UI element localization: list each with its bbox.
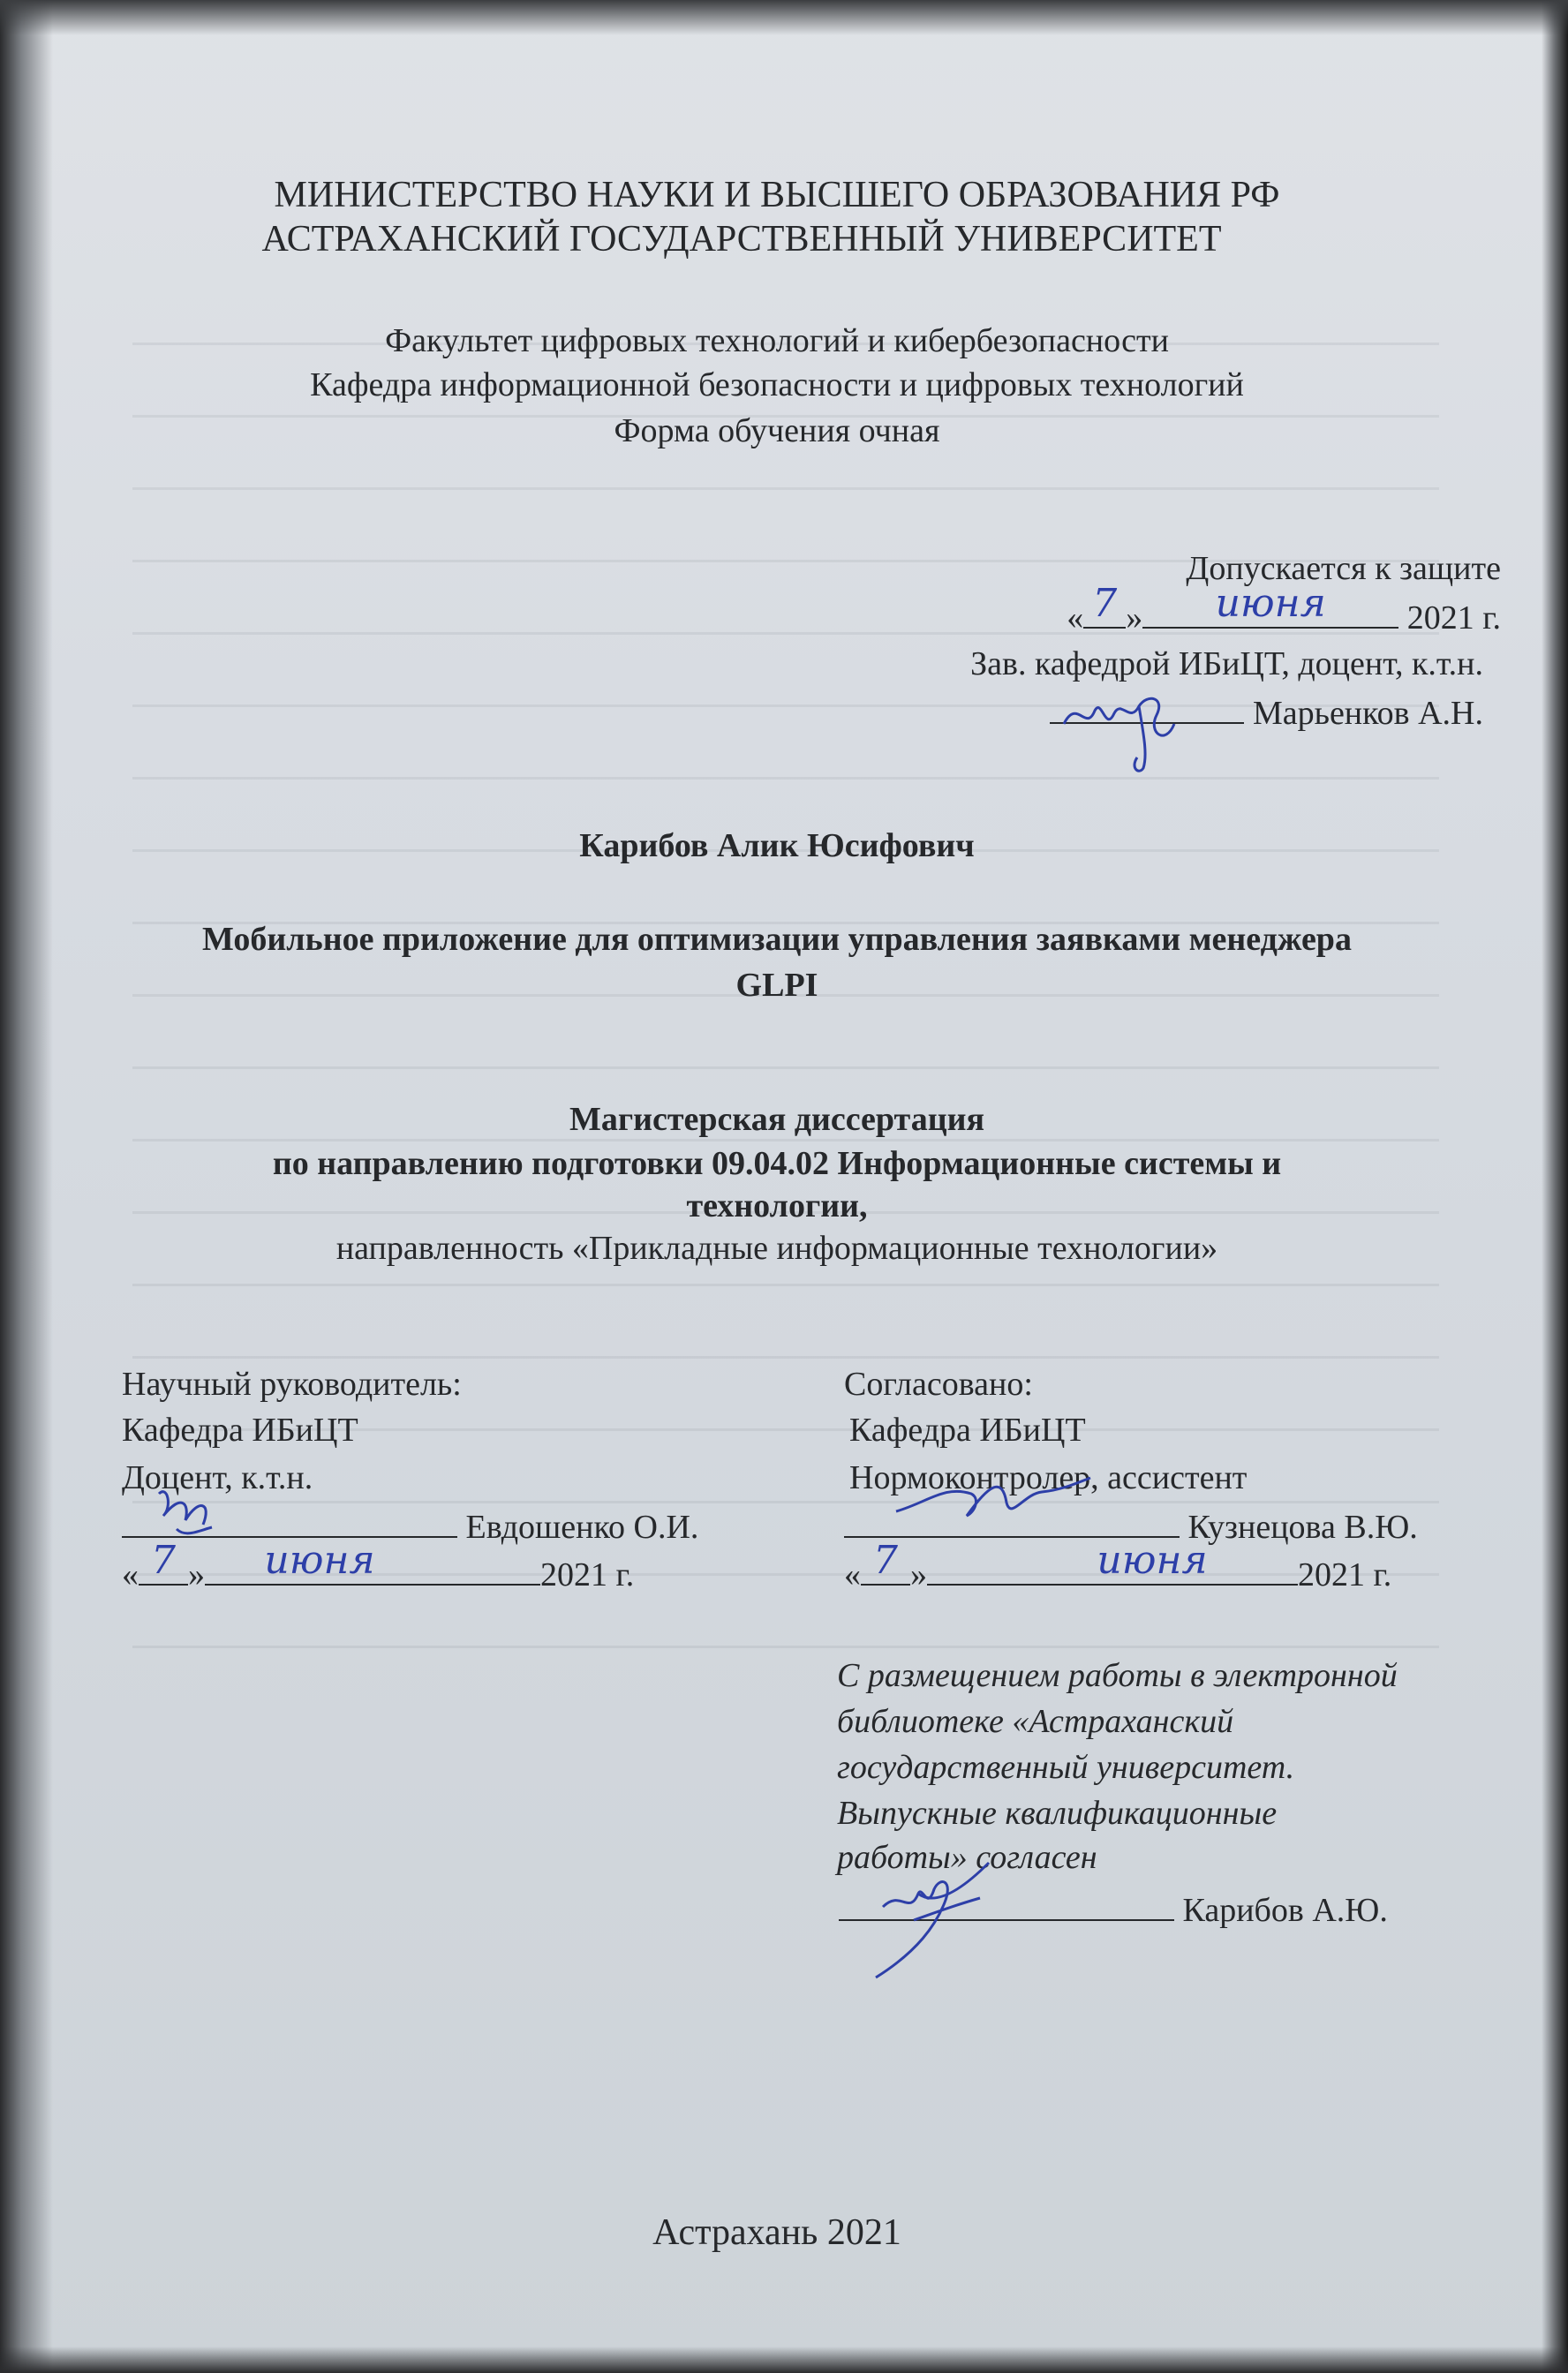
supervisor-dept: Кафедра ИБиЦТ: [122, 1412, 358, 1449]
supervisor-name: Евдошенко О.И.: [465, 1509, 699, 1546]
consent-name: Карибов А.Ю.: [1182, 1892, 1388, 1929]
head-title: Зав. кафедрой ИБиЦТ, доцент, к.т.н.: [970, 645, 1483, 682]
page-edge-top: [0, 0, 1568, 35]
date-month-handwritten: июня: [1215, 581, 1326, 626]
thesis-title-line2: GLPI: [735, 967, 818, 1004]
supervisor-day-field: [139, 1538, 188, 1586]
agreed-name: Кузнецова В.Ю.: [1187, 1509, 1418, 1546]
direction-line1: по направлению подготовки 09.04.02 Информационные системы и: [272, 1145, 1282, 1182]
supervisor-date-year: 2021 г.: [540, 1556, 635, 1593]
date-day-field: [1083, 581, 1126, 629]
university-line: АСТРАХАНСКИЙ ГОСУДАРСТВЕННЫЙ УНИВЕРСИТЕТ: [261, 219, 1222, 260]
faculty-line: Факультет цифровых технологий и кибербезопасности: [385, 322, 1169, 359]
date-day-handwritten: 7: [1092, 581, 1118, 626]
supervisor-date: [122, 1538, 635, 1594]
supervisor-day-handwritten: 7: [151, 1538, 176, 1583]
supervisor-date-mid: »: [188, 1556, 205, 1593]
admitted-label: Допускается к защите: [1186, 550, 1501, 587]
consent-line2: библиотеке «Астраханский: [837, 1703, 1234, 1740]
agreed-month-handwritten: июня: [1097, 1538, 1208, 1583]
direction-line2: технологии,: [686, 1187, 868, 1224]
consent-line3: государственный университет.: [837, 1749, 1295, 1786]
department-line: Кафедра информационной безопасности и цифровых технологий: [310, 366, 1244, 403]
agreed-label: Согласовано:: [844, 1366, 1033, 1403]
page-edge-bottom: [0, 2347, 1568, 2373]
profile-line: направленность «Прикладные информационные технологии»: [335, 1230, 1218, 1267]
date-quote-close: »: [1126, 599, 1143, 637]
date-quote-open: «: [1067, 599, 1084, 637]
agreed-date-year: 2021 г.: [1298, 1556, 1392, 1593]
supervisor-signature-icon: [150, 1476, 230, 1547]
head-signature-icon: [1059, 671, 1192, 777]
head-name: Марьенков А.Н.: [1252, 695, 1483, 732]
supervisor-date-open: «: [122, 1556, 139, 1593]
study-form-line: Форма обучения очная: [614, 412, 940, 449]
supervisor-month-field: [205, 1538, 540, 1586]
consent-signature-icon: [865, 1854, 998, 1986]
supervisor-label: Научный руководитель:: [122, 1366, 462, 1403]
agreed-date-open: «: [844, 1556, 861, 1593]
footer-city-year: Астрахань 2021: [652, 2212, 901, 2253]
date-year: 2021 г.: [1406, 599, 1501, 637]
page-edge-right: [1542, 0, 1568, 2373]
consent-line5: работы» согласен: [837, 1839, 1097, 1876]
ministry-line: МИНИСТЕРСТВО НАУКИ И ВЫСШЕГО ОБРАЗОВАНИЯ РФ: [274, 175, 1280, 215]
page-edge-left: [0, 0, 53, 2373]
consent-line4: Выпускные квалификационные: [837, 1795, 1278, 1832]
date-month-field: [1142, 581, 1398, 629]
agreed-day-field: [861, 1538, 910, 1586]
agreed-position: Нормоконтролер, ассистент: [849, 1459, 1248, 1496]
author-name: Карибов Алик Юсифович: [579, 827, 975, 864]
thesis-title-line1: Мобильное приложение для оптимизации управления заявками менеджера: [202, 921, 1352, 958]
agreed-signature-icon: [892, 1467, 1095, 1529]
agreed-date-mid: »: [910, 1556, 927, 1593]
approval-date: [883, 581, 1501, 637]
supervisor-position: Доцент, к.т.н.: [122, 1459, 313, 1496]
agreed-date: [844, 1538, 1392, 1594]
work-type: Магистерская диссертация: [569, 1101, 985, 1138]
supervisor-month-handwritten: июня: [264, 1538, 375, 1583]
agreed-dept: Кафедра ИБиЦТ: [849, 1412, 1086, 1449]
consent-line1: С размещением работы в электронной: [837, 1657, 1398, 1694]
agreed-day-handwritten: 7: [873, 1538, 898, 1583]
agreed-month-field: [927, 1538, 1298, 1586]
